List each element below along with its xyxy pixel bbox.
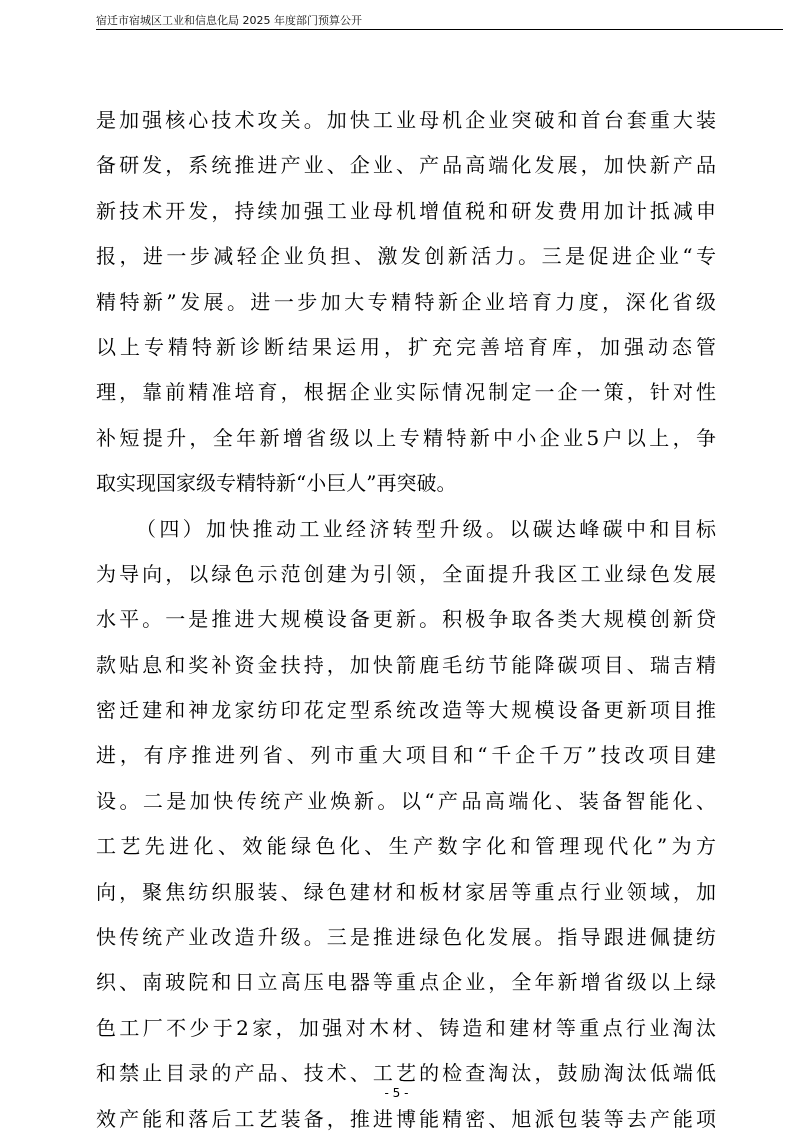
text-line: 新技术开发，持续加强工业母机增值税和研发费用加计抵减申 bbox=[96, 198, 716, 223]
text-line: 补短提升，全年新增省级以上专精特新中小企业5户以上，争 bbox=[96, 425, 716, 450]
text-line: 取实现国家级专精特新“小巨人”再突破。 bbox=[96, 471, 457, 496]
text-line: 织、南玻院和日立高压电器等重点企业，全年新增省级以上绿 bbox=[96, 970, 716, 995]
text-line: 备研发，系统推进产业、企业、产品高端化发展，加快新产品 bbox=[96, 153, 716, 178]
text-line: 精特新”发展。进一步加大专精特新企业培育力度，深化省级 bbox=[96, 289, 716, 314]
header-rule bbox=[96, 29, 783, 30]
text-line: 进，有序推进列省、列市重大项目和“千企千万”技改项目建 bbox=[96, 743, 716, 768]
text-line: 向，聚焦纺织服装、绿色建材和板材家居等重点行业领域，加 bbox=[96, 879, 716, 904]
text-line: 是加强核心技术攻关。加快工业母机企业突破和首台套重大装 bbox=[96, 108, 716, 132]
page-number: - 5 - bbox=[384, 1086, 409, 1100]
text-line: 款贴息和奖补资金扶持，加快箭鹿毛纺节能降碳项目、瑞吉精 bbox=[96, 652, 716, 677]
page-header: 宿迁市宿城区工业和信息化局 2025 年度部门预算公开 bbox=[96, 14, 362, 27]
text-line: 以上专精特新诊断结果运用，扩充完善培育库，加强动态管 bbox=[96, 334, 716, 359]
section-heading-line: （四）加快推动工业经济转型升级。以碳达峰碳中和目标 bbox=[136, 516, 716, 541]
text-line: 和禁止目录的产品、技术、工艺的检查淘汰，鼓励淘汰低端低 bbox=[96, 1061, 716, 1086]
text-line: 为导向，以绿色示范创建为引领，全面提升我区工业绿色发展 bbox=[96, 561, 716, 586]
text-line: 报，进一步减轻企业负担、激发创新活力。三是促进企业“专 bbox=[96, 244, 716, 269]
text-line: 效产能和落后工艺装备，推进博能精密、旭派包装等去产能项 bbox=[96, 1106, 716, 1131]
text-line: 密迁建和神龙家纺印花定型系统改造等大规模设备更新项目推 bbox=[96, 698, 716, 723]
text-line: 设。二是加快传统产业焕新。以“产品高端化、装备智能化、 bbox=[96, 788, 716, 813]
text-line: 水平。一是推进大规模设备更新。积极争取各类大规模创新贷 bbox=[96, 607, 716, 632]
text-line: 工艺先进化、效能绿色化、生产数字化和管理现代化”为方 bbox=[96, 834, 716, 859]
text-line: 色工厂不少于2家，加强对木材、铸造和建材等重点行业淘汰 bbox=[96, 1015, 716, 1040]
text-line: 理，靠前精准培育，根据企业实际情况制定一企一策，针对性 bbox=[96, 380, 716, 405]
text-line: 快传统产业改造升级。三是推进绿色化发展。指导跟进佩捷纺 bbox=[96, 925, 716, 950]
body-text bbox=[96, 98, 716, 1142]
